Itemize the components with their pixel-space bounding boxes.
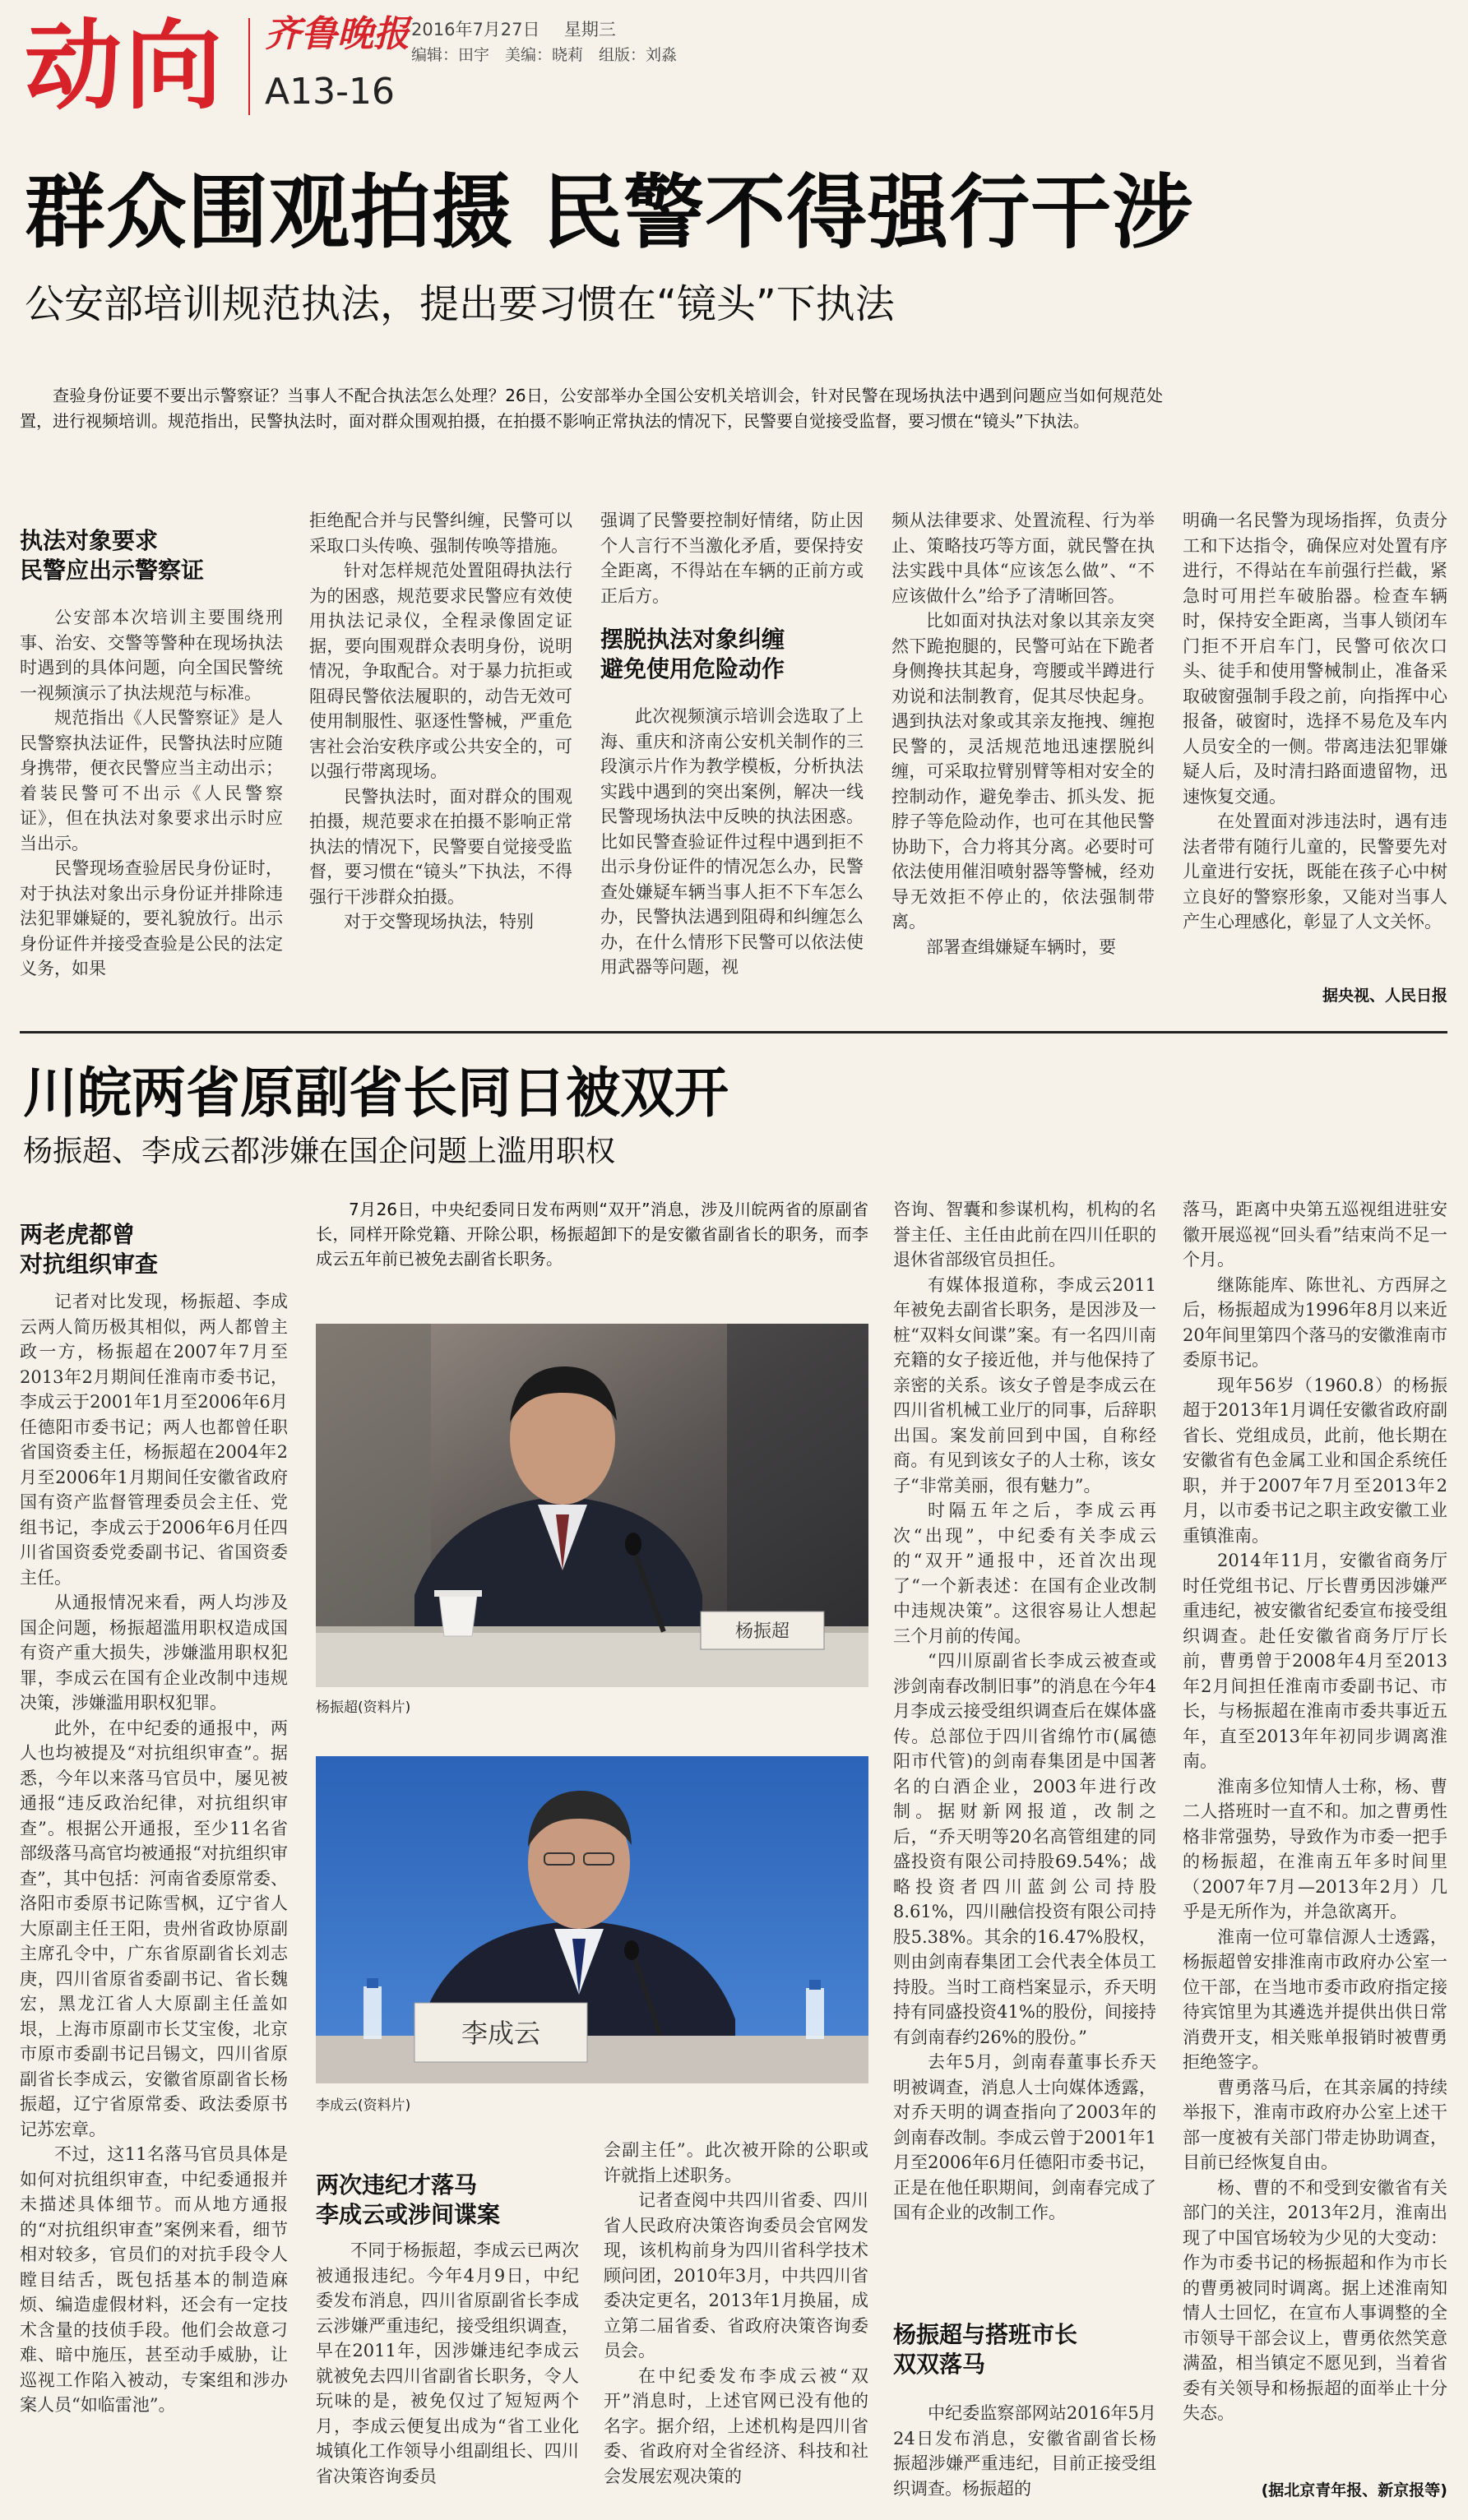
paragraph: 民警现场查验居民身份证时，对于执法对象出示身份证并排除违法犯罪嫌疑的，要礼貌放行。出示身份证件并接受查验是公民的法定义务，如果 (20, 858, 283, 978)
paragraph: “四川原副省长李成云被查或涉剑南春改制旧事”的消息在今年4月李成云接受组织调查后在媒体盛传。总部位于四川省绵竹市(属德阳市代管)的剑南春集团是中国著名的白酒企业，2003年进行改制。据财新网报道，改制之后，“乔天明等20名高管组建的同盛投资有限公司持股69.54%；战略投资者四川蓝剑公司持股8.61%，四川融信投资有限公司持股5.38%。其余的16.47%股权，则由剑南春集团工会代表全体员工持股。当时工商档案显示，乔天明持有同盛投资41%的股份，间接持有剑南春约26%的股份。” (893, 1651, 1156, 2047)
story1-lead-text: 查验身份证要不要出示警察证？当事人不配合执法怎么处理？26日，公安部举办全国公安机关培训会，针对民警在现场执法中遇到问题应当如何规范处置，进行视频培训。规范指出，民警执法时，面对群众围观拍摄，在拍摄不影响正常执法的情况下，民警要自觉接受监督，要习惯在“镜头”下执法。 (20, 386, 1163, 431)
photo2-caption: 李成云(资料片) (316, 2097, 411, 2114)
paragraph: 2014年11月，安徽省商务厅时任党组书记、厅长曹勇因涉嫌严重违纪，被安徽省纪委宣布接受组织调查。赴任安徽省商务厅厅长前，曹勇曾于2008年4月至2013年2月间担任淮南市委副书记、市长，与杨振超在淮南市委共事近五年，直至2013年年初同步调离淮南。 (1183, 1551, 1447, 1771)
story2-lead-text: 7月26日，中央纪委同日发布两则“双开”消息，涉及川皖两省的原副省长，同样开除党籍、开除公职，杨振超卸下的是安徽省副省长的职务，而李成云五年前已被免去副省长职务。 (316, 1200, 868, 1269)
paragraph: 对于交警现场执法，特别 (344, 912, 534, 932)
newspaper-logo: 齐鲁晚报 (265, 13, 410, 55)
paragraph: 杨、曹的不和受到安徽省有关部门的关注，2013年2月，淮南出现了中国官场较为少见的大变动：作为市委书记的杨振超和作为市长的曹勇被同时调离。据上述淮南知情人士回忆，在宣布人事调整的全市领导干部会议上，曹勇依然笑意满盈，相当镇定不愿见到，当着省委有关领导和杨振超的面举止十分失态。 (1183, 2177, 1447, 2423)
paragraph: 在中纪委发布李成云被“双开”消息时，上述官网已没有他的名字。据介绍，上述机构是四川省委、省政府对全省经济、科技和社会发展宏观决策的 (604, 2365, 868, 2486)
story2-col-c-subhead: 杨振超与搭班市长 双双落马 (893, 2321, 1078, 2378)
story-divider (20, 1031, 1447, 1033)
yang-zhenchao-photo (316, 1324, 868, 1687)
paragraph: 在处置面对涉违法时，遇有违法者带有随行儿童的，民警要先对儿童进行安抚，既能在孩子心中树立良好的警察形象，又能对当事人产生心理感化，彰显了人文关怀。 (1183, 811, 1447, 932)
story2-mid-col2 (604, 2138, 868, 2504)
paragraph: 曹勇落马后，在其亲属的持续举报下，淮南市政府办公室上述干部一度被有关部门带走协助调查，目前已经恢复自由。 (1183, 2077, 1447, 2172)
paragraph: 频从法律要求、处置流程、行为举止、策略技巧等方面，就民警在执法实践中具体“应该怎么做”、“不应该做什么”给予了清晰回答。 (891, 511, 1155, 606)
paragraph: 不过，这11名落马官员具体是如何对抗组织审查，中纪委通报并未描述具体细节。而从地方通报的“对抗组织审查”案例来看，细节相对较多，官员们的对抗手段令人瞠目结舌，既包括基本的制造麻烦、编造虚假材料，还会有一定技术含量的技侦手段。他们会故意刁难、暗中施压，甚至动手威胁，让巡视工作陷入被动，专案组和涉办案人员“如临雷池”。 (20, 2144, 288, 2415)
paragraph: 淮南多位知情人士称，杨、曹二人搭班时一直不和。加之曹勇性格非常强势，导致作为市委一把手的杨振超，在淮南五年多时间里（2007年7月—2013年2月）几乎是无所作为，并急欲离开。 (1183, 1776, 1447, 1921)
section-title: 动向 (25, 9, 226, 123)
issue-date (411, 16, 616, 41)
paragraph: 咨询、智囊和参谋机构，机构的名誉主任、主任由此前在四川任职的退休省部级官员担任。 (893, 1200, 1156, 1269)
paragraph: 针对怎样规范处置阻碍执法行为的困惑，规范要求民警应有效使用执法记录仪，全程录像固定证据，要向围观群众表明身份，说明情况，争取配合。对于暴力抗拒或阻碍民警依法履职的，动告无效可使用制服性、驱逐性警械，严重危害社会治安秩序或公共安全的，可以强行带离现场。 (309, 561, 572, 781)
story1-lead (20, 383, 1163, 434)
story2-left-subhead: 两老虎都曾 对抗组织审查 (20, 1221, 159, 1278)
story2-mid-subhead: 两次违纪才落马 李成云或涉间谍案 (316, 2171, 501, 2228)
paragraph: 会副主任”。此次被开除的公职或许就指上述职务。 (604, 2140, 868, 2185)
story1-headline: 群众围观拍摄 民警不得强行干涉 (25, 166, 1194, 260)
nameplate1-text: 杨振超 (734, 1621, 790, 1642)
story2-col-c2 (893, 2401, 1156, 2504)
story2-mid-col1 (316, 2238, 579, 2504)
page-range: A13-16 (265, 71, 395, 113)
paragraph: 去年5月，剑南春董事长乔天明被调查，消息人士向媒体透露，对乔天明的调查指向了2003年的剑南春改制。李成云曾于2001年1月至2006年6月任德阳市委书记，正是在他任职期间，剑南春完成了国有企业的改制工作。 (893, 2052, 1156, 2222)
story1-col3a (600, 508, 864, 612)
paragraph: 淮南一位可靠信源人士透露，杨振超曾安排淮南市政府办公室一位干部，在当地市委市政府指定接待宾馆里为其遴选并提供出供日常消费开支，相关账单报销时被曹勇拒绝签字。 (1183, 1926, 1447, 2072)
paragraph: 民警执法时，面对群众的围观拍摄，规范要求在拍摄不影响正常执法的情况下，民警要自觉接受监督，要习惯在“镜头”下执法，不得强行干涉群众拍摄。 (309, 786, 572, 907)
paragraph: 明确一名民警为现场指挥，负责分工和下达指令，确保应对处置有序进行，不得站在车前强行拦截，紧急时可用拦车破胎器。检查车辆时，保持安全距离，当事人锁闭车门拒不开启车门，民警可依次口头、徒手和使用警械制止，准备采取破窗强制手段之前，向指挥中心报备，破窗时，选择不易危及车内人员安全的一侧。带离违法犯罪嫌疑人后，及时清扫路面遗留物，迅速恢复交通。 (1183, 511, 1447, 807)
li-chengyun-photo (316, 1756, 868, 2083)
paragraph: 记者对比发现，杨振超、李成云两人简历极其相似，两人都曾主政一方，杨振超在2007年7月至2013年2月期间任淮南市委书记，李成云于2001年1月至2006年6月任德阳市委书记；两人也都曾任职省国资委主任，杨振超在2004年2月至2006年1月期间任安徽省政府国有资产监督管理委员会主任、党组书记，李成云于2006年6月任四川省国资委党委副书记、省国资委主任。 (20, 1292, 288, 1588)
story2-col-c (893, 1197, 1156, 2307)
paragraph: 继陈能库、陈世礼、方西屏之后，杨振超成为1996年8月以来近20年间里第四个落马的安徽淮南市委原书记。 (1183, 1274, 1447, 1370)
paragraph: 现年56岁（1960.8）的杨振超于2013年1月调任安徽省政府副省长、党组成员，此前，他长期在安徽省有色金属工业和国企系统任职，并于2007年7月至2013年2月，以市委书记之职主政安徽工业重镇淮南。 (1183, 1375, 1447, 1546)
paragraph: 此外，在中纪委的通报中，两人也均被提及“对抗组织审查”。据悉，今年以来落马官员中，屡见被通报“违反政治纪律，对抗组织审查”。根据公开通报，至少11名省部级落马高官均被通报“对抗组织审查”，其中包括：河南省委原常委、洛阳市委原书记陈雪枫，辽宁省人大原副主任王阳，贵州省政协原副主席孔令中，广东省原副省长刘志庚，四川省原省委副书记、省长魏宏，黑龙江省人大原副主任盖如垠，上海市原副市长艾宝俊，北京市原市委副书记吕锡文，四川省原副省长李成云，安徽省原副省长杨振超，辽宁省原常委、政法委原书记苏宏章。 (20, 1718, 288, 2139)
photo2-svg (316, 1756, 868, 2083)
story1-col3-subhead: 摆脱执法对象纠缠 避免使用危险动作 (600, 626, 785, 682)
paragraph: 公安部本次培训主要围绕刑事、治安、交警等警种在现场执法时遇到的具体问题，向全国民警统一视频演示了执法规范与标准。 (20, 608, 283, 703)
paragraph: 时隔五年之后，李成云再次“出现”，中纪委有关李成云的“双开”通报中，还首次出现了“一个新表述：在国有企业改制中违规决策”。这很容易让人想起三个月前的传闻。 (893, 1500, 1156, 1646)
weekday-text: 星期三 (563, 20, 616, 39)
story1-col3b (600, 704, 864, 1011)
editor-credits: 编辑：田宇 美编：晓莉 组版：刘淼 (411, 46, 678, 64)
paragraph: 比如面对执法对象以其亲友突然下跪抱腿的，民警可站在下跪者身侧搀扶其起身，弯腰或半蹲进行劝说和法制教育，促其尽快起身。遇到执法对象或其亲友拖拽、缠抱民警的，灵活规范地迅速摆脱纠缠，可采取拉臂别臂等相对安全的控制动作，避免拳击、抓头发、扼脖子等危险动作，也可在其他民警协助下，合力将其分离。必要时可依法使用催泪喷射器等警械，经劝导无效拒不停止的，依法强制带离。 (891, 611, 1155, 932)
paragraph: 从通报情况来看，两人均涉及国企问题，杨振超滥用职权造成国有资产重大损失，涉嫌滥用职权犯罪，李成云在国有企业改制中违规决策，涉嫌滥用职权犯罪。 (20, 1593, 288, 1713)
paragraph: 强调了民警要控制好情绪，防止因个人言行不当激化矛盾，要保持安全距离，不得站在车辆的正前方或正后方。 (600, 511, 864, 606)
masthead-divider (248, 18, 250, 115)
paragraph: 不同于杨振超，李成云已两次被通报违纪。今年4月9日，中纪委发布消息，四川省原副省长李成云涉嫌严重违纪，接受组织调查，早在2011年，因涉嫌违纪李成云就被免去四川省副省长职务，令人玩味的是，被免仅过了短短两个月，李成云便复出成为“省工业化城镇化工作领导小组副组长、四川省决策咨询委员 (316, 2240, 579, 2486)
paragraph: 规范指出《人民警察证》是人民警察执法证件，民警执法时应随身携带，便衣民警应当主动出示；着装民警可不出示《人民警察证》，但在执法对象要求出示时应当出示。 (20, 708, 283, 853)
paragraph: 部署查缉嫌疑车辆时，要 (926, 936, 1116, 957)
story2-lead (316, 1197, 868, 1271)
paragraph: 拒绝配合并与民警纠缠，民警可以采取口头传唤、强制传唤等措施。 (309, 511, 572, 556)
story1-col5 (1183, 508, 1447, 981)
paragraph: 中纪委监察部网站2016年5月24日发布消息，安徽省副省长杨振超涉嫌严重违纪，目前正接受组织调查。杨振超的 (893, 2403, 1156, 2499)
story2-col-d (1183, 1197, 1447, 2470)
photo1-svg (316, 1324, 868, 1687)
story2-left-col (20, 1289, 288, 2504)
nameplate2-text: 李成云 (461, 2018, 541, 2049)
story2-credit: (据北京青年报、新京报等) (1261, 2481, 1447, 2499)
story2-subhead: 杨振超、李成云都涉嫌在国企问题上滥用职权 (23, 1135, 616, 1168)
story2-headline: 川皖两省原副省长同日被双开 (23, 1061, 729, 1125)
photo1-caption: 杨振超(资料片) (316, 1699, 411, 1716)
story1-col1 (20, 605, 283, 1010)
story1-subhead: 公安部培训规范执法，提出要习惯在“镜头”下执法 (25, 281, 895, 327)
paragraph: 落马，距离中央第五巡视组进驻安徽开展巡视“回头看”结束尚不足一个月。 (1183, 1200, 1447, 1269)
paragraph: 有媒体报道称，李成云2011年被免去副省长职务，是因涉及一桩“双料女间谍”案。有一名四川南充籍的女子接近他，并与他保持了亲密的关系。该女子曾是李成云在四川省机械工业厅的同事，后辞职出国。案发前回到中国，自称经商。有见到该女子的人士称，该女子“非常美丽，很有魅力”。 (893, 1274, 1156, 1496)
story1-col2 (309, 508, 572, 1011)
story1-col1-subhead: 执法对象要求 民警应出示警察证 (20, 527, 205, 584)
story1-col4 (891, 508, 1155, 1011)
paragraph: 记者查阅中共四川省委、四川省人民政府决策咨询委员会官网发现，该机构前身为四川省科学技术顾问团，2010年3月，中共四川省委决定更名，2013年1月换届，成立第二届省委、省政府决策咨询委员会。 (604, 2190, 868, 2360)
story1-credit: 据央视、人民日报 (1322, 987, 1447, 1005)
date-text: 2016年7月27日 (411, 20, 540, 39)
paragraph: 此次视频演示培训会选取了上海、重庆和济南公安机关制作的三段演示片作为教学模板，分析执法实践中遇到的突出案例，解决一线民警现场执法中反映的执法困惑。比如民警查验证件过程中遇到拒不出示身份证件的情况怎么办，民警查处嫌疑车辆当事人拒不下车怎么办，民警执法遇到阻碍和纠缠怎么办，在什么情形下民警可以依法使用武器等问题，视 (600, 706, 864, 977)
